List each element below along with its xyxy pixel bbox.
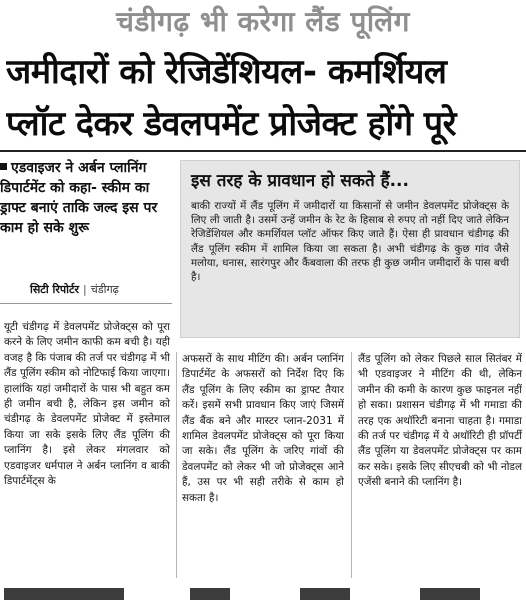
highlights-divider (0, 303, 172, 304)
column-divider-1 (176, 352, 177, 578)
byline-city: चंडीगढ़ (90, 283, 119, 296)
bullet-icon (0, 163, 7, 170)
highlights-block (0, 158, 172, 238)
cutoff-fragment (4, 588, 124, 600)
next-article-cutoff (0, 586, 526, 600)
main-headline-line-1: जमीदारों को रेजिडेंशियल- कमर्शियल (6, 52, 447, 92)
cutoff-fragment (420, 588, 480, 600)
provisions-box-body: बाकी राज्यों में लैंड पूलिंग में जमीदारों या किसानों से जमीन डेवलपमेंट प्रोजेक्ट्स के लिए ली जाती है। उसमें उन्हें जमीन के रेट के हिसाब से रुपए तो नहीं दिए जाते लेकिन रेजिडेंशियल और कमर्शियल प्लॉट ऑफर किए जाते हैं। ऐसा ही प्रावधान चंडीगढ़ की लैंड पूलिंग स्कीम में शामिल किया जा सकता है। अभी चंडीगढ़ के कुछ गांव जैसे मलोया, धनास, सारंगपुर और कैंबवाला की तरफ ही कुछ जमीन जमीदारों के पास बची है। (191, 200, 509, 284)
body-column-3: लैंड पूलिंग को लेकर पिछले साल सितंबर में भी एडवाइजर ने मीटिंग की थी, लेकिन जमीन की कमी के कारण कुछ फाइनल नहीं हो सका। प्रशासन चंडीगढ़ में भी गमाडा की तरह एक अथॉरिटी बनाना चाहता है। गमाडा की तर्ज पर चंडीगढ़ में ये अथॉरिटी ही प्रॉपर्टी लैंड पूलिंग या डेवलपमेंट प्रोजेक्ट्स पर काम कर सके। इसके लिए सीएचबी को भी नोडल एजेंसी बनाने की प्लानिंग है। (358, 353, 522, 489)
main-headline-line-2: प्लॉट देकर डेवलपमेंट प्रोजेक्ट होंगे पूरे (6, 104, 457, 144)
provisions-box (180, 160, 520, 338)
provisions-box-title: इस तरह के प्रावधान हो सकते हैं... (191, 171, 409, 191)
byline-reporter: सिटी रिपोर्टर (30, 283, 79, 296)
kicker-headline: चंडीगढ़ भी करेगा लैंड पूलिंग (116, 5, 410, 38)
body-column-1: यूटी चंडीगढ़ में डेवलपमेंट प्रोजेक्ट्स को पूरा करने के लिए जमीन काफी कम बची है। यही वजह है कि पंजाब की तर्ज पर चंडीगढ़ में भी लैंड पूलिंग स्कीम को नोटिफाई किया जाएगा। हालांकि यहां जमीदारों के पास भी बहुत कम ही जमीन बची है, लेकिन इस जमीन को चंडीगढ़ के डेवलपमेंट प्रोजेक्ट में इस्तेमाल किया जा सके इसके लिए लैंड पूलिंग की प्लानिंग है। इसे लेकर मंगलवार को एडवाइजर धर्मपाल ने अर्बन प्लानिंग व बाकी डिपार्टमेंट्स के (4, 321, 170, 488)
highlights-text: एडवाइजर ने अर्बन प्लानिंग डिपार्टमेंट को कहा- स्कीम का ड्राफ्ट बनाएं ताकि जल्द इस पर काम हो सके शुरू (0, 160, 158, 236)
byline-separator: | (83, 283, 87, 296)
cutoff-fragment (190, 588, 230, 600)
body-column-2: अफसरों के साथ मीटिंग की। अर्बन प्लानिंग डिपार्टमेंट के अफसरों को निर्देश दिए कि लैंड पूलिंग के लिए स्कीम का ड्राफ्ट तैयार करें। इसमें सभी प्रावधान किए जाएं जिसमें लैंड बैंक बने और मास्टर प्लान-2031 में शामिल डेवलपमेंट प्रोजेक्ट्स को पूरा किया जा सके। लैंड पूलिंग के जरिए गांवों की डेवलपमेंट को लेकर भी जो प्रोजेक्ट्स आने हैं, उस पर भी सही तरीके से काम हो सकता है। (182, 353, 344, 504)
cutoff-fragment (300, 588, 350, 600)
byline (30, 282, 119, 298)
headline-divider (0, 150, 526, 152)
column-divider-2 (351, 352, 352, 578)
